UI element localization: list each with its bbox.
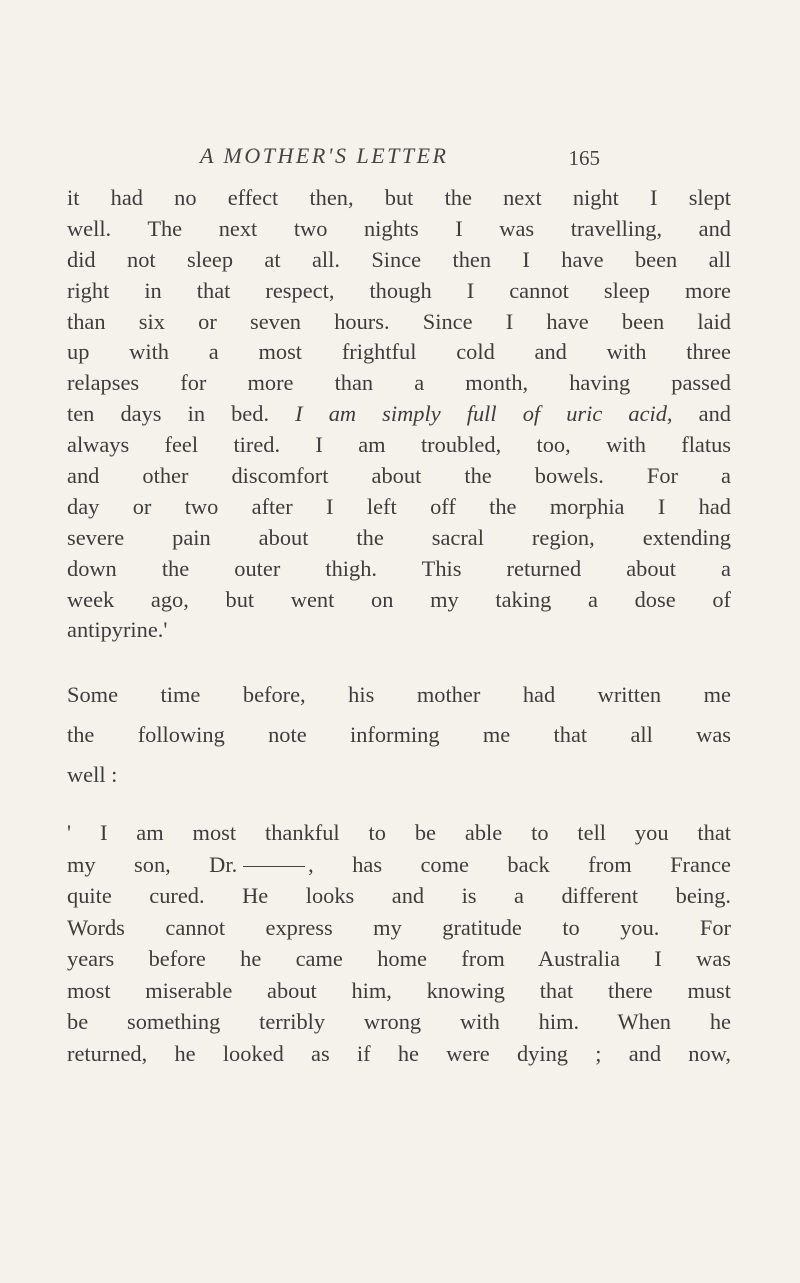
text-line: ' I am most thankful to be able to tell you that (67, 820, 731, 846)
text-line: well. The next two nights I was travelling, and (67, 215, 731, 241)
paragraph-gap (67, 646, 731, 675)
text-line: Words cannot express my gratitude to you. For (67, 914, 731, 940)
text-segment: and (698, 401, 731, 427)
text-segment: my son, Dr. (67, 851, 238, 877)
text-line: down the outer thigh. This returned about a (67, 555, 731, 581)
text-line: and other discomfort about the bowels. For a (67, 463, 731, 489)
paragraph-gap (67, 795, 731, 817)
paragraph-letter-continuation (67, 183, 731, 646)
text-line: severe pain about the sacral region, extending (67, 524, 731, 550)
text-line: well : (67, 762, 118, 788)
text-line: day or two after I left off the morphia I had (67, 493, 731, 519)
text-line: quite cured. He looks and is a different being. (67, 883, 731, 909)
paragraph-narration (67, 675, 731, 795)
text-segment: , has come back from France (308, 851, 731, 877)
paragraph-mothers-note (67, 817, 731, 1069)
text-line: it had no effect then, but the next night I slept (67, 185, 731, 210)
text-line: Some time before, his mother had written me (67, 682, 731, 708)
text-line: up with a most frightful cold and with three (67, 339, 731, 365)
italic-phrase: I am simply full of uric acid, (295, 401, 673, 427)
text-line: years before he came home from Australia I was (67, 946, 731, 972)
text-segment: ten days in bed. (67, 401, 270, 427)
text-line: did not sleep at all. Since then I have been all (67, 246, 731, 272)
text-line: most miserable about him, knowing that there must (67, 977, 731, 1003)
text-line: antipyrine.' (67, 617, 168, 643)
text-line-with-dash (67, 849, 731, 881)
text-line: returned, he looked as if he were dying ; and now, (67, 1040, 731, 1066)
text-line: than six or seven hours. Since I have been laid (67, 308, 731, 334)
text-line-mixed (67, 399, 731, 430)
text-line: relapses for more than a month, having passed (67, 370, 731, 396)
body-text (67, 183, 731, 1069)
text-line: right in that respect, though I cannot sleep more (67, 277, 731, 303)
running-title: A MOTHER'S LETTER (200, 143, 449, 168)
text-line: the following note informing me that all was (67, 722, 731, 748)
page-number: 165 (568, 146, 600, 170)
text-line: always feel tired. I am troubled, too, with flatus (67, 432, 731, 458)
text-line: be something terribly wrong with him. When he (67, 1009, 731, 1035)
running-head (148, 143, 628, 183)
text-line: week ago, but went on my taking a dose of (67, 586, 731, 612)
name-omission-dash (243, 866, 305, 868)
